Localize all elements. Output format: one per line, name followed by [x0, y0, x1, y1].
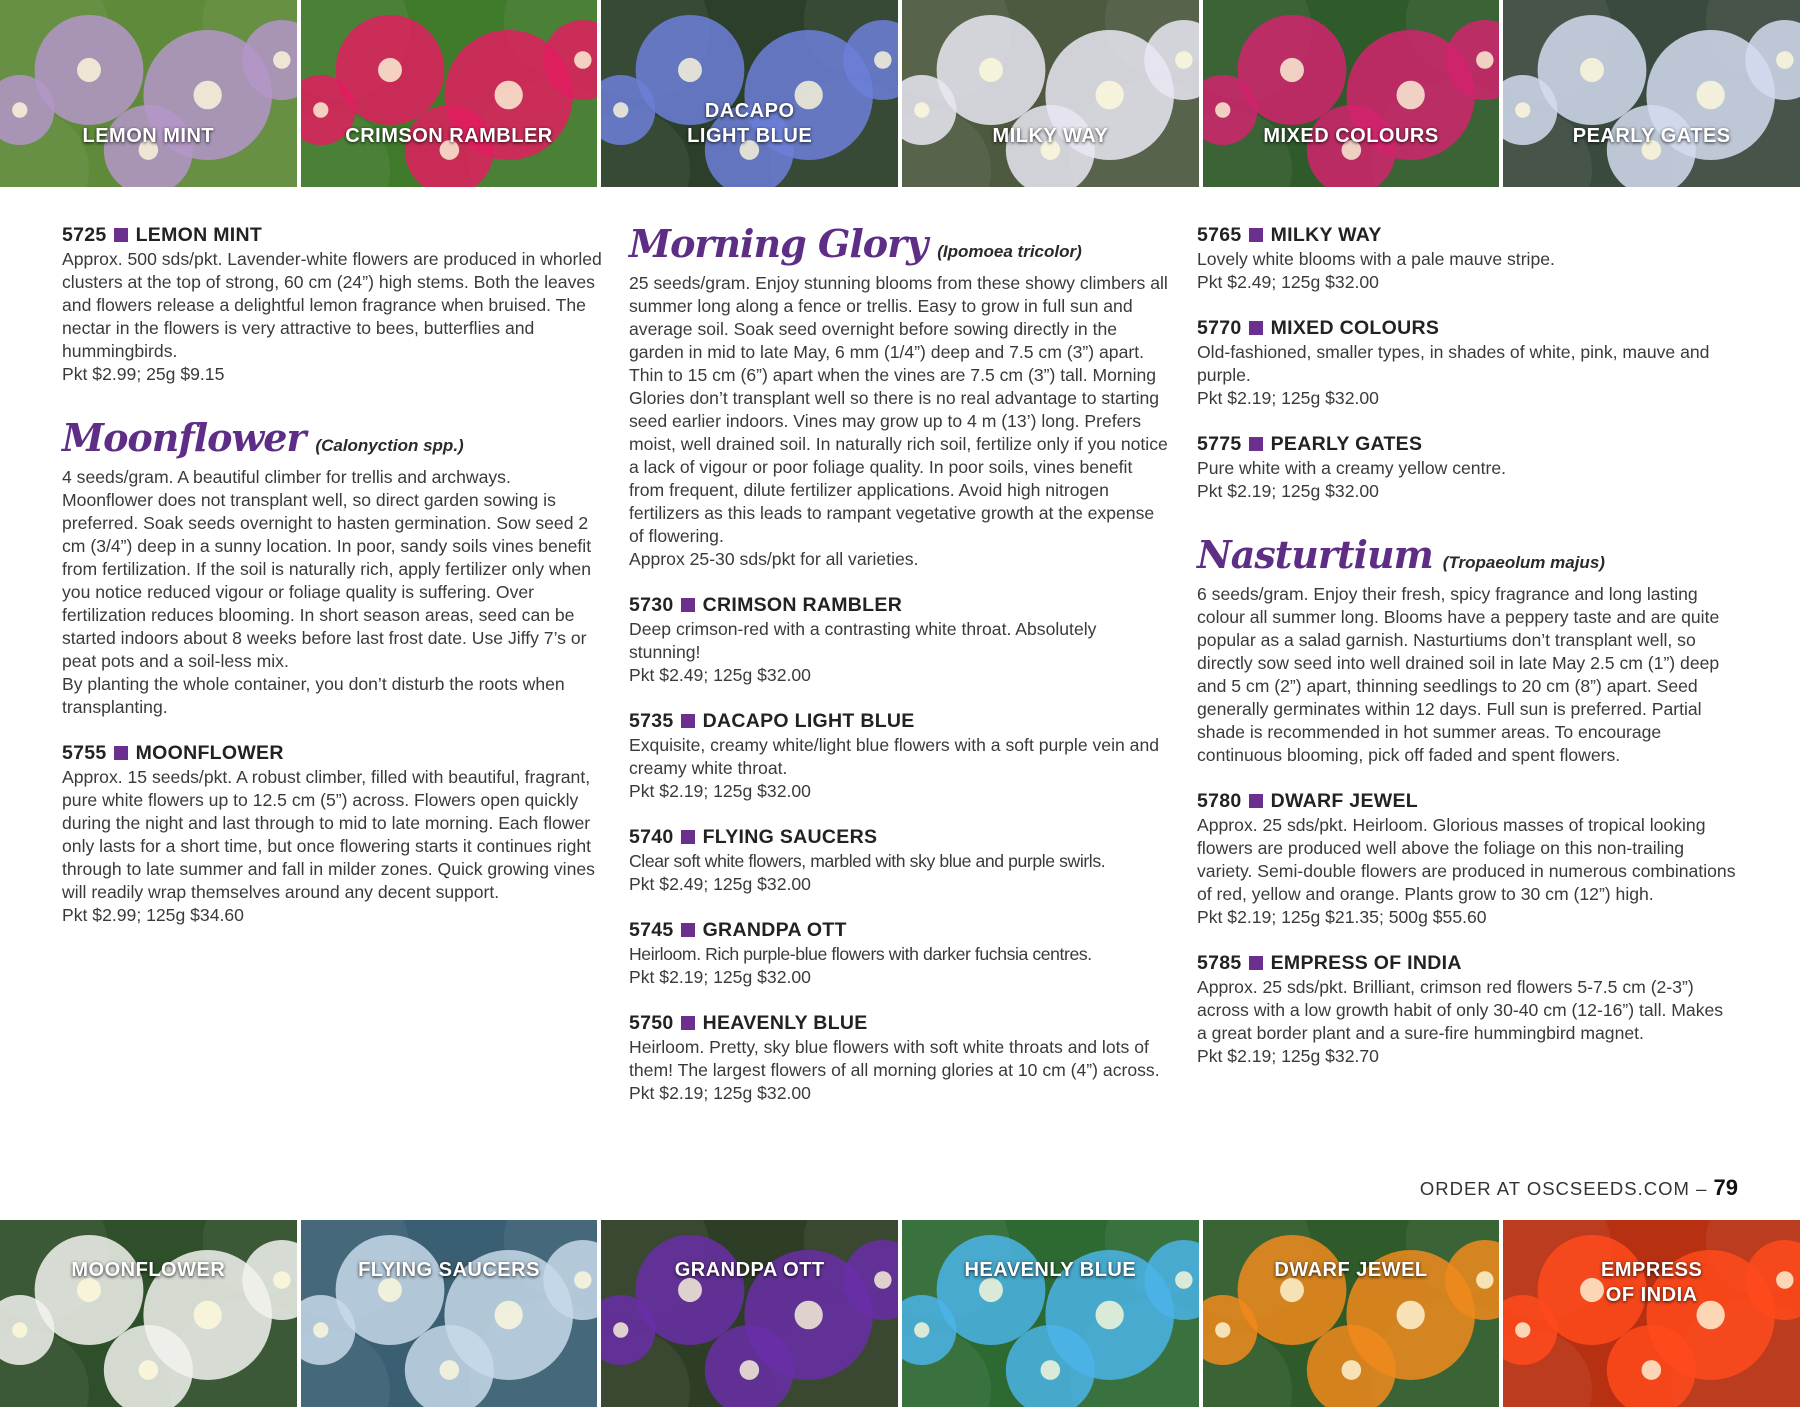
product-heading — [629, 917, 1169, 943]
product-price: Pkt $2.99; 25g $9.15 — [62, 364, 225, 384]
flower-photo-image — [601, 0, 898, 187]
product-heading — [1197, 431, 1737, 457]
product-price: Pkt $2.19; 125g $32.00 — [629, 781, 811, 801]
product-name: MIXED COLOURS — [1270, 317, 1440, 339]
photo-label: HEAVENLY BLUE — [964, 1259, 1137, 1281]
intro-text: 25 seeds/gram. Enjoy stunning blooms from these showy climbers all summer long along a fence or trellis. Easy to grow in full sun and average soil. Soak seed overnight before sowing directly in the garden in mid to late May, 6 mm (1/4”) deep and 7.5 cm (3”) apart. Thin to 15 cm (6”) apart when the vines are 7.5 cm (3”) tall. Morning Glories don’t transplant well so there is no real advantage to starting seed earlier indoors. Vines may grow up to 4 m (13’) long. Prefers moist, well drained soil. In naturally rich soil, fertilize only if you notice a lack of vigour or poor foliage quality. In poor soils, vines benefit from frequent, dilute fertilizer applications. Avoid high nitrogen fertilizers as this leads to rampant vegetative growth at the expense of flowering. — [629, 273, 1168, 546]
product-price: Pkt $2.19; 125g $32.70 — [1197, 1046, 1379, 1066]
photo-label: MOONFLOWER — [71, 1259, 226, 1281]
product-number: 5750 — [629, 1012, 674, 1034]
section-intro — [629, 272, 1169, 571]
product-price: Pkt $2.19; 125g $32.00 — [1197, 388, 1379, 408]
product-5755 — [62, 740, 602, 927]
photo-milky-way — [902, 0, 1199, 187]
product-heading — [629, 824, 1169, 850]
flower-photo-image — [1203, 1220, 1500, 1407]
product-number: 5770 — [1197, 317, 1242, 339]
product-5740 — [629, 824, 1169, 896]
latin-name: (Tropaeolum majus) — [1442, 553, 1605, 572]
product-heading — [629, 1010, 1169, 1036]
product-name: DACAPO LIGHT BLUE — [702, 710, 915, 732]
flower-photo-image — [1503, 0, 1800, 187]
product-price: Pkt $2.19; 125g $32.00 — [1197, 481, 1379, 501]
page-footer — [1420, 1175, 1738, 1201]
product-price: Pkt $2.49; 125g $32.00 — [629, 665, 811, 685]
flower-photo-image — [902, 0, 1199, 187]
product-heading — [1197, 222, 1737, 248]
product-name: GRANDPA OTT — [702, 919, 847, 941]
product-5785 — [1197, 950, 1737, 1068]
photo-mixed-colours — [1203, 0, 1500, 187]
product-5745 — [629, 917, 1169, 989]
photo-label: MILKY WAY — [992, 125, 1109, 147]
section-name: Nasturtium — [1197, 532, 1433, 577]
top-photo-strip — [0, 0, 1800, 187]
product-price: Pkt $2.99; 125g $34.60 — [62, 905, 244, 925]
photo-label: CRIMSON RAMBLER — [345, 125, 553, 147]
photo-lemon-mint — [0, 0, 297, 187]
section-intro — [62, 466, 602, 719]
section-title-moonflower — [62, 416, 602, 460]
product-description: Heirloom. Rich purple-blue flowers with darker fuchsia centres. — [629, 944, 1092, 964]
square-bullet-icon — [114, 228, 128, 242]
product-price: Pkt $2.19; 125g $21.35; 500g $55.60 — [1197, 907, 1487, 927]
product-name: MILKY WAY — [1270, 224, 1382, 246]
product-number: 5725 — [62, 224, 107, 246]
product-5780 — [1197, 788, 1737, 929]
flower-photo-image — [902, 1220, 1199, 1407]
product-description: Approx. 15 seeds/pkt. A robust climber, filled with beautiful, fragrant, pure white flowers up to 12.5 cm (5”) across. Flowers open quickly during the night and last through to mid to late morning. Each flower only lasts for a short time, but once flowering starts it continues right through to late summer and fall in milder zones. Quick growing vines will readily wrap themselves around any decent support. — [62, 767, 595, 902]
product-description: Approx. 25 sds/pkt. Brilliant, crimson red flowers 5-7.5 cm (2-3”) across with a low growth habit of only 30-40 cm (12-16”) tall. Makes a great border plant and a sure-fire hummingbird magnet. — [1197, 977, 1724, 1043]
product-number: 5730 — [629, 594, 674, 616]
product-5735 — [629, 708, 1169, 803]
square-bullet-icon — [114, 746, 128, 760]
flower-photo-image — [0, 0, 297, 187]
square-bullet-icon — [1249, 321, 1263, 335]
photo-label: GRANDPA OTT — [674, 1259, 825, 1281]
photo-label: FLYING SAUCERS — [358, 1259, 540, 1281]
photo-label: EMPRESS OF INDIA — [1601, 1259, 1703, 1306]
photo-moonflower — [0, 1220, 297, 1407]
square-bullet-icon — [1249, 794, 1263, 808]
section-name: Morning Glory — [629, 221, 928, 266]
product-description: Pure white with a creamy yellow centre. — [1197, 458, 1506, 478]
product-name: HEAVENLY BLUE — [702, 1012, 868, 1034]
photo-label: DWARF JEWEL — [1274, 1259, 1428, 1281]
product-price: Pkt $2.49; 125g $32.00 — [1197, 272, 1379, 292]
product-name: LEMON MINT — [135, 224, 263, 246]
photo-flying-saucers — [301, 1220, 598, 1407]
product-heading — [62, 222, 602, 248]
product-number: 5755 — [62, 742, 107, 764]
square-bullet-icon — [1249, 956, 1263, 970]
flower-photo-image — [1503, 1220, 1800, 1407]
product-5765 — [1197, 222, 1737, 294]
photo-pearly-gates — [1503, 0, 1800, 187]
square-bullet-icon — [1249, 437, 1263, 451]
square-bullet-icon — [681, 714, 695, 728]
latin-name: (Calonyction spp.) — [315, 436, 464, 455]
product-number: 5740 — [629, 826, 674, 848]
product-number: 5785 — [1197, 952, 1242, 974]
photo-empress-of-india — [1503, 1220, 1800, 1407]
column-middle — [629, 222, 1169, 1126]
product-5770 — [1197, 315, 1737, 410]
product-heading — [629, 708, 1169, 734]
product-description: Old-fashioned, smaller types, in shades of white, pink, mauve and purple. — [1197, 342, 1710, 385]
photo-dacapo-light-blue — [601, 0, 898, 187]
product-heading — [1197, 315, 1737, 341]
product-5730 — [629, 592, 1169, 687]
latin-name: (Ipomoea tricolor) — [937, 242, 1082, 261]
product-description: Approx. 500 sds/pkt. Lavender-white flowers are produced in whorled clusters at the top of strong, 60 cm (24”) high stems. Both the leaves and flowers release a delightful lemon fragrance when bruised. The nectar in the flowers is very attractive to bees, butterflies and hummingbirds. — [62, 249, 602, 361]
square-bullet-icon — [1249, 228, 1263, 242]
product-price: Pkt $2.19; 125g $32.00 — [629, 1083, 811, 1103]
product-5725 — [62, 222, 602, 386]
intro-text-extra: Approx 25-30 sds/pkt for all varieties. — [629, 549, 919, 569]
product-description: Deep crimson-red with a contrasting white throat. Absolutely stunning! — [629, 619, 1097, 662]
flower-photo-image — [601, 1220, 898, 1407]
intro-text: 4 seeds/gram. A beautiful climber for trellis and archways. Moonflower does not transplant well, so direct garden sowing is preferred. Soak seeds overnight to hasten germination. Sow seed 2 cm (3/4”) deep in a sunny location. In poor, sandy soils vines benefit from fertilization. If the soil is naturally rich, apply fertilizer only when you notice reduced vigour or foliage quality is suffering. Over fertilization reduces blooming. In short season areas, seed can be started indoors about 8 weeks before last frost date. Use Jiffy 7’s or peat pots and a soil-less mix. — [62, 467, 592, 671]
product-number: 5735 — [629, 710, 674, 732]
square-bullet-icon — [681, 923, 695, 937]
product-number: 5775 — [1197, 433, 1242, 455]
photo-label: LEMON MINT — [82, 125, 215, 147]
flower-photo-image — [0, 1220, 297, 1407]
product-price: Pkt $2.49; 125g $32.00 — [629, 874, 811, 894]
square-bullet-icon — [681, 598, 695, 612]
product-heading — [62, 740, 602, 766]
section-intro — [1197, 583, 1737, 767]
product-name: EMPRESS OF INDIA — [1270, 952, 1462, 974]
section-title-morning-glory — [629, 222, 1169, 266]
product-name: PEARLY GATES — [1270, 433, 1423, 455]
photo-label: DACAPO LIGHT BLUE — [687, 100, 813, 147]
product-number: 5765 — [1197, 224, 1242, 246]
photo-grandpa-ott — [601, 1220, 898, 1407]
photo-heavenly-blue — [902, 1220, 1199, 1407]
product-heading — [1197, 788, 1737, 814]
product-name: CRIMSON RAMBLER — [702, 594, 903, 616]
square-bullet-icon — [681, 1016, 695, 1030]
photo-dwarf-jewel — [1203, 1220, 1500, 1407]
photo-crimson-rambler — [301, 0, 598, 187]
intro-text-extra: By planting the whole container, you don’t disturb the roots when transplanting. — [62, 674, 565, 717]
product-name: FLYING SAUCERS — [702, 826, 878, 848]
product-description: Exquisite, creamy white/light blue flowers with a soft purple vein and creamy white throat. — [629, 735, 1160, 778]
section-name: Moonflower — [62, 415, 306, 460]
product-description: Lovely white blooms with a pale mauve stripe. — [1197, 249, 1555, 269]
product-description: Clear soft white flowers, marbled with sky blue and purple swirls. — [629, 851, 1106, 871]
photo-label: MIXED COLOURS — [1263, 125, 1439, 147]
product-heading — [1197, 950, 1737, 976]
square-bullet-icon — [681, 830, 695, 844]
product-number: 5745 — [629, 919, 674, 941]
product-5750 — [629, 1010, 1169, 1105]
flower-photo-image — [301, 1220, 598, 1407]
product-number: 5780 — [1197, 790, 1242, 812]
product-heading — [629, 592, 1169, 618]
flower-photo-image — [301, 0, 598, 187]
page-number: 79 — [1713, 1175, 1738, 1200]
product-description: Heirloom. Pretty, sky blue flowers with soft white throats and lots of them! The largest flowers of all morning glories at 10 cm (4”) across. — [629, 1037, 1160, 1080]
product-name: MOONFLOWER — [135, 742, 284, 764]
column-right — [1197, 222, 1737, 1089]
order-url-text: ORDER AT OSCSEEDS.COM – — [1419, 1178, 1714, 1199]
product-name: DWARF JEWEL — [1270, 790, 1418, 812]
bottom-photo-strip — [0, 1220, 1800, 1407]
flower-photo-image — [1203, 0, 1500, 187]
product-5775 — [1197, 431, 1737, 503]
section-title-nasturtium — [1197, 533, 1737, 577]
product-price: Pkt $2.19; 125g $32.00 — [629, 967, 811, 987]
column-left — [62, 222, 602, 948]
product-description: Approx. 25 sds/pkt. Heirloom. Glorious masses of tropical looking flowers are produced well above the foliage on this non-trailing variety. Semi-double flowers are produced in numerous combinations of red, yellow and orange. Plants grow to 30 cm (12”) high. — [1197, 815, 1736, 904]
photo-label: PEARLY GATES — [1572, 125, 1731, 147]
intro-text: 6 seeds/gram. Enjoy their fresh, spicy fragrance and long lasting colour all summer long. Blooms have a peppery taste and are quite popular as a salad garnish. Nasturtiums don’t transplant well, so directly sow seed into well drained soil in late May 2.5 cm (1”) deep and 5 cm (2”) apart, thinning seedlings to 20 cm (8”) apart. Seed generally germinates within 12 days. Full sun is preferred. Partial shade is recommended in hot summer areas. To encourage continuous blooming, pick off faded and spent flowers. — [1197, 584, 1720, 765]
